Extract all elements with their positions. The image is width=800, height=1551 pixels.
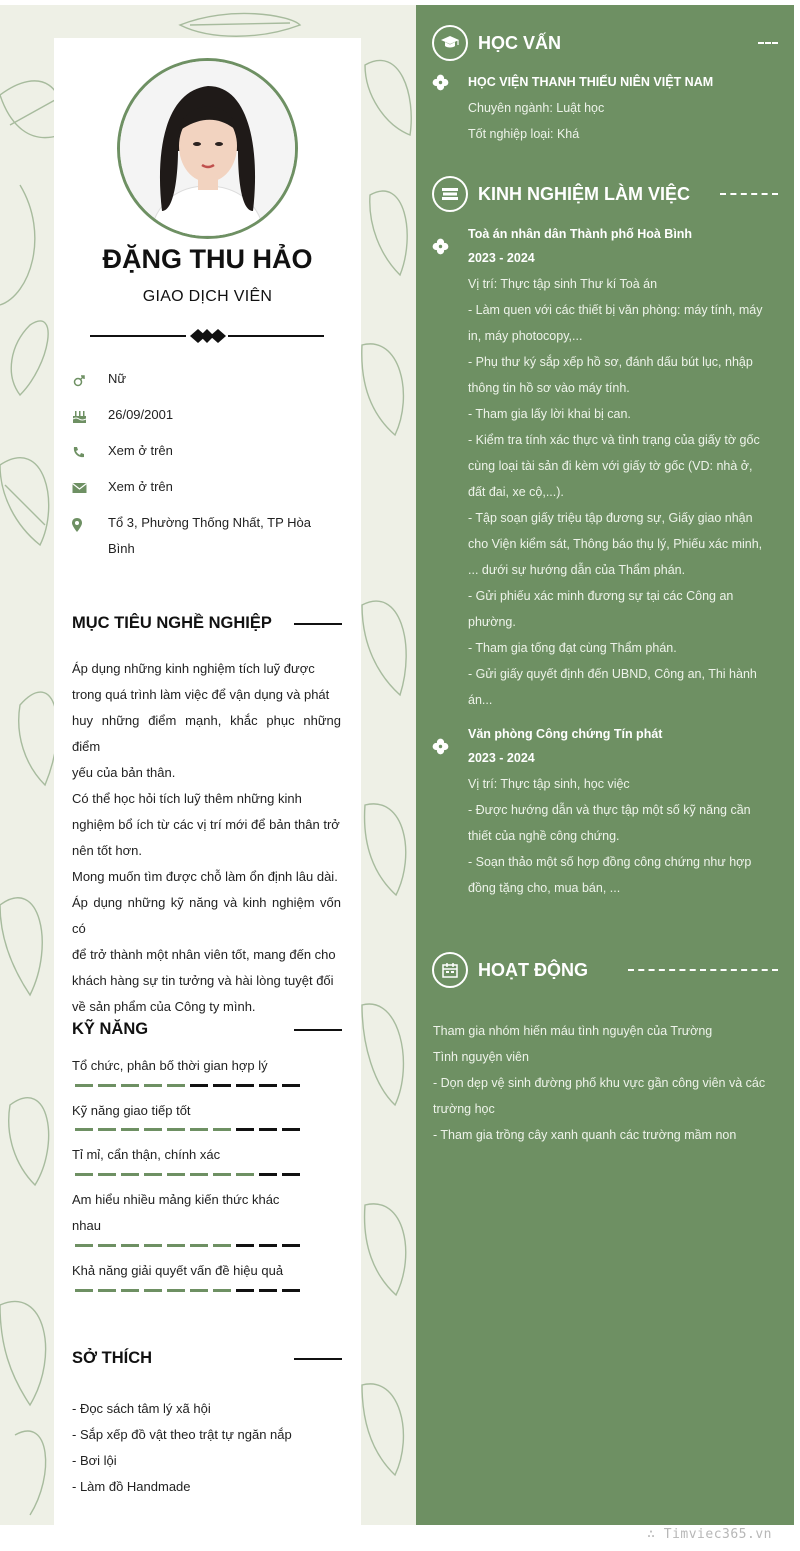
- flower-bullet-icon: [432, 74, 449, 91]
- skill-segment-filled: [167, 1084, 185, 1087]
- objective-line: nên tốt hơn.: [72, 843, 142, 858]
- objective-line: về sản phẩm của Công ty mình.: [72, 999, 256, 1014]
- skill-segment-empty: [236, 1244, 254, 1247]
- objective-line: để trở thành một nhân viên tốt, mang đến cho: [72, 947, 336, 962]
- job-line: in, máy photocopy,...: [468, 329, 583, 343]
- skill-segment-filled: [190, 1128, 208, 1131]
- job-title: GIAO DỊCH VIÊN: [142, 288, 273, 305]
- skill-segment-filled: [144, 1244, 162, 1247]
- objective-heading-text: MỤC TIÊU NGHỀ NGHIỆP: [72, 614, 272, 632]
- skill-segment-filled: [167, 1128, 185, 1131]
- skill-segment-empty: [259, 1244, 277, 1247]
- job-line: - Tham gia tống đạt cùng Thẩm phán.: [468, 641, 677, 655]
- skill-segment-empty: [236, 1289, 254, 1292]
- hobby-item: - Sắp xếp đồ vật theo trật tự ngăn nắp: [72, 1427, 292, 1442]
- skill-name: Tổ chức, phân bố thời gian hợp lý: [72, 1058, 268, 1073]
- address-line-2: Bình: [108, 541, 135, 556]
- objective-line: Có thể học hỏi tích luỹ thêm những kinh: [72, 791, 302, 806]
- skill-segment-filled: [75, 1084, 93, 1087]
- skill-name-line: Am hiểu nhiều mảng kiến thức khác: [72, 1192, 280, 1207]
- skill-segment-filled: [121, 1244, 139, 1247]
- skill-name: Khả năng giải quyết vấn đề hiệu quả: [72, 1263, 284, 1278]
- job-line: - Gửi giấy quyết định đến UBND, Công an, Thi hành: [468, 667, 757, 681]
- skill-segment-empty: [282, 1128, 300, 1131]
- skill-segment-empty: [282, 1244, 300, 1247]
- hobby-item: - Làm đồ Handmade: [72, 1479, 191, 1494]
- skill-segment-filled: [213, 1173, 231, 1176]
- skills-heading-text: KỸ NĂNG: [72, 1020, 149, 1038]
- skill-segment-filled: [213, 1289, 231, 1292]
- skill-segment-empty: [259, 1128, 277, 1131]
- job-description: [468, 271, 778, 713]
- hobby-item: - Đọc sách tâm lý xã hội: [72, 1401, 211, 1416]
- skill-segment-filled: [167, 1289, 185, 1292]
- job-line: - Làm quen với các thiết bị văn phòng: máy tính, máy: [468, 303, 763, 317]
- activity-line: Tình nguyện viên: [433, 1050, 529, 1064]
- job-line: - Tập soạn giấy triệu tập đương sự, Giấy giao nhận: [468, 511, 753, 525]
- skill-name: Tỉ mỉ, cẩn thận, chính xác: [72, 1147, 221, 1162]
- right-panel: [416, 5, 794, 1525]
- job-line: - Phụ thư ký sắp xếp hồ sơ, đánh dấu bút lục, nhập: [468, 355, 753, 369]
- job-line: phường.: [468, 615, 516, 629]
- info-email: [72, 480, 342, 500]
- phone-value[interactable]: Xem ở trên: [108, 443, 173, 458]
- activity-line: Tham gia nhóm hiến máu tình nguyện của Trường: [433, 1024, 713, 1038]
- flower-bullet-icon: [432, 238, 449, 255]
- job-line: cho Viện kiểm sát, Thông báo thụ lý, Phiếu xác minh,: [468, 537, 763, 551]
- skill-segment-filled: [190, 1173, 208, 1176]
- birthday-cake-icon: [72, 408, 108, 424]
- skill-segment-filled: [121, 1289, 139, 1292]
- skill-segment-empty: [236, 1084, 254, 1087]
- gender-value: Nữ: [108, 371, 127, 386]
- phone-icon: [72, 444, 108, 459]
- job-line: thông tin hồ sơ vào máy tính.: [468, 381, 630, 395]
- heading-dashes: [628, 969, 778, 971]
- candidate-name: ĐẶNG THU HẢO: [102, 244, 313, 274]
- info-phone: [72, 444, 342, 464]
- objective-line: nghiệm bổ ích từ các vị trí mới để bản thân trở: [72, 817, 340, 832]
- heading-rule: [294, 623, 342, 625]
- skill-name: Kỹ năng giao tiếp tốt: [72, 1103, 191, 1118]
- skill-segment-filled: [236, 1173, 254, 1176]
- books-icon: [432, 176, 468, 212]
- skill-name-line: nhau: [72, 1218, 101, 1233]
- job-line: đất đai, xe cộ,...).: [468, 485, 564, 499]
- map-pin-icon: [72, 516, 108, 532]
- skill-segment-filled: [98, 1084, 116, 1087]
- major: Chuyên ngành: Luật học: [468, 101, 605, 115]
- skill-segment-empty: [282, 1084, 300, 1087]
- skill-segment-empty: [236, 1128, 254, 1131]
- skill-segment-filled: [167, 1173, 185, 1176]
- job-company: Toà án nhân dân Thành phố Hoà Bình: [468, 227, 693, 241]
- objective-line: Áp dụng những kỹ năng và kinh nghiệm vốn có: [72, 895, 341, 936]
- job-position: Vị trí: Thực tập sinh, học việc: [468, 777, 630, 791]
- objective-line: huy những điểm mạnh, khắc phục những điểm: [72, 713, 341, 754]
- objective-line: yếu của bản thân.: [72, 765, 176, 780]
- experience-heading: [432, 176, 778, 212]
- objective-line: khách hàng sự tin tưởng và hài lòng tuyệt đối: [72, 973, 334, 988]
- skill-segment-empty: [282, 1289, 300, 1292]
- education-heading: [432, 25, 778, 61]
- heading-rule: [294, 1358, 342, 1360]
- gender-icon: [72, 372, 108, 388]
- job-company: Văn phòng Công chứng Tín phát: [468, 727, 663, 741]
- job-description: [468, 771, 778, 901]
- job-line: thiết của nghề công chứng.: [468, 829, 620, 843]
- skill-bar: [75, 1084, 300, 1087]
- skill-segment-empty: [282, 1173, 300, 1176]
- hobby-item: - Bơi lội: [72, 1453, 117, 1468]
- skill-segment-empty: [259, 1173, 277, 1176]
- skill-bar: [75, 1173, 300, 1176]
- skill-segment-filled: [121, 1084, 139, 1087]
- skill-segment-filled: [144, 1084, 162, 1087]
- school-name: HỌC VIỆN THANH THIẾU NIÊN VIỆT NAM: [468, 75, 714, 89]
- activities-heading: [432, 952, 778, 988]
- flower-bullet-icon: [432, 738, 449, 755]
- ornament-divider: [90, 326, 324, 346]
- job-line: đồng tặng cho, mua bán, ...: [468, 881, 621, 895]
- job-line: - Được hướng dẫn và thực tập một số kỹ năng cần: [468, 803, 751, 817]
- calendar-icon: [432, 952, 468, 988]
- footer-brand[interactable]: ∴ Timviec365.vn: [647, 1527, 772, 1542]
- objective-line: Mong muốn tìm được chỗ làm ổn định lâu dài.: [72, 869, 338, 884]
- activity-line: trường học: [433, 1102, 495, 1116]
- skill-segment-empty: [259, 1084, 277, 1087]
- activity-line: - Tham gia trồng cây xanh quanh các trường mầm non: [433, 1128, 737, 1142]
- avatar: [117, 58, 298, 239]
- skill-segment-filled: [144, 1289, 162, 1292]
- skill-segment-filled: [98, 1128, 116, 1131]
- email-value[interactable]: Xem ở trên: [108, 479, 173, 494]
- objective-heading: [72, 614, 342, 633]
- graduation-cap-icon: [432, 25, 468, 61]
- job-line: - Tham gia lấy lời khai bị can.: [468, 407, 631, 421]
- skills-heading: [72, 1020, 342, 1039]
- skill-segment-filled: [75, 1173, 93, 1176]
- heading-rule: [294, 1029, 342, 1031]
- skill-segment-filled: [98, 1289, 116, 1292]
- envelope-icon: [72, 480, 108, 494]
- birthday-value: 26/09/2001: [108, 407, 174, 422]
- education-heading-text: HỌC VẤN: [478, 32, 562, 53]
- heading-dashes: [758, 42, 778, 44]
- skill-bar: [75, 1128, 300, 1131]
- skill-segment-filled: [98, 1173, 116, 1176]
- skill-segment-filled: [98, 1244, 116, 1247]
- hobbies-heading-text: SỞ THÍCH: [72, 1349, 153, 1367]
- job-position: Vị trí: Thực tập sinh Thư kí Toà án: [468, 277, 658, 291]
- skill-name-multiline: [72, 1187, 296, 1239]
- info-gender: [72, 372, 342, 392]
- skill-segment-empty: [190, 1084, 208, 1087]
- job-line: - Kiểm tra tính xác thực và tình trạng của giấy tờ gốc: [468, 433, 760, 447]
- skill-segment-empty: [259, 1289, 277, 1292]
- skill-segment-filled: [190, 1289, 208, 1292]
- skill-segment-filled: [213, 1244, 231, 1247]
- activities-text: [433, 1018, 779, 1148]
- skill-segment-filled: [213, 1128, 231, 1131]
- skill-segment-filled: [167, 1244, 185, 1247]
- skill-segment-filled: [144, 1128, 162, 1131]
- address-line-1: Tổ 3, Phường Thống Nhất, TP Hòa: [108, 515, 311, 530]
- skill-segment-empty: [213, 1084, 231, 1087]
- job-line: - Gửi phiếu xác minh đương sự tại các Công an: [468, 589, 734, 603]
- skill-segment-filled: [75, 1244, 93, 1247]
- skill-segment-filled: [190, 1244, 208, 1247]
- info-address: [72, 516, 342, 562]
- job-line: - Soạn thảo một số hợp đồng công chứng như hợp: [468, 855, 752, 869]
- address-value: [108, 510, 311, 562]
- info-birthday: [72, 408, 342, 428]
- job-line: ... dưới sự hướng dẫn của Thẩm phán.: [468, 563, 686, 577]
- skill-segment-filled: [121, 1173, 139, 1176]
- skill-segment-filled: [121, 1128, 139, 1131]
- skill-segment-filled: [75, 1128, 93, 1131]
- job-period: 2023 - 2024: [468, 751, 535, 765]
- job-line: cùng loại tài sản đi kèm với giấy tờ gốc (VD: nhà ở,: [468, 459, 753, 473]
- skill-bar: [75, 1289, 300, 1292]
- skill-segment-filled: [75, 1289, 93, 1292]
- activities-heading-text: HOẠT ĐỘNG: [478, 959, 588, 980]
- experience-heading-text: KINH NGHIỆM LÀM VIỆC: [478, 183, 691, 204]
- graduation-grade: Tốt nghiệp loại: Khá: [468, 127, 580, 141]
- heading-dashes: [720, 193, 778, 195]
- job-line: án...: [468, 693, 493, 707]
- objective-text: [72, 656, 341, 1020]
- job-period: 2023 - 2024: [468, 251, 535, 265]
- skill-segment-filled: [144, 1173, 162, 1176]
- activity-line: - Dọn dẹp vệ sinh đường phố khu vực gần công viên và các: [433, 1076, 766, 1090]
- skill-bar: [75, 1244, 300, 1247]
- objective-line: Áp dụng những kinh nghiệm tích luỹ được: [72, 661, 315, 676]
- objective-line: trong quá trình làm việc để vận dụng và phát: [72, 687, 330, 702]
- hobbies-heading: [72, 1349, 342, 1368]
